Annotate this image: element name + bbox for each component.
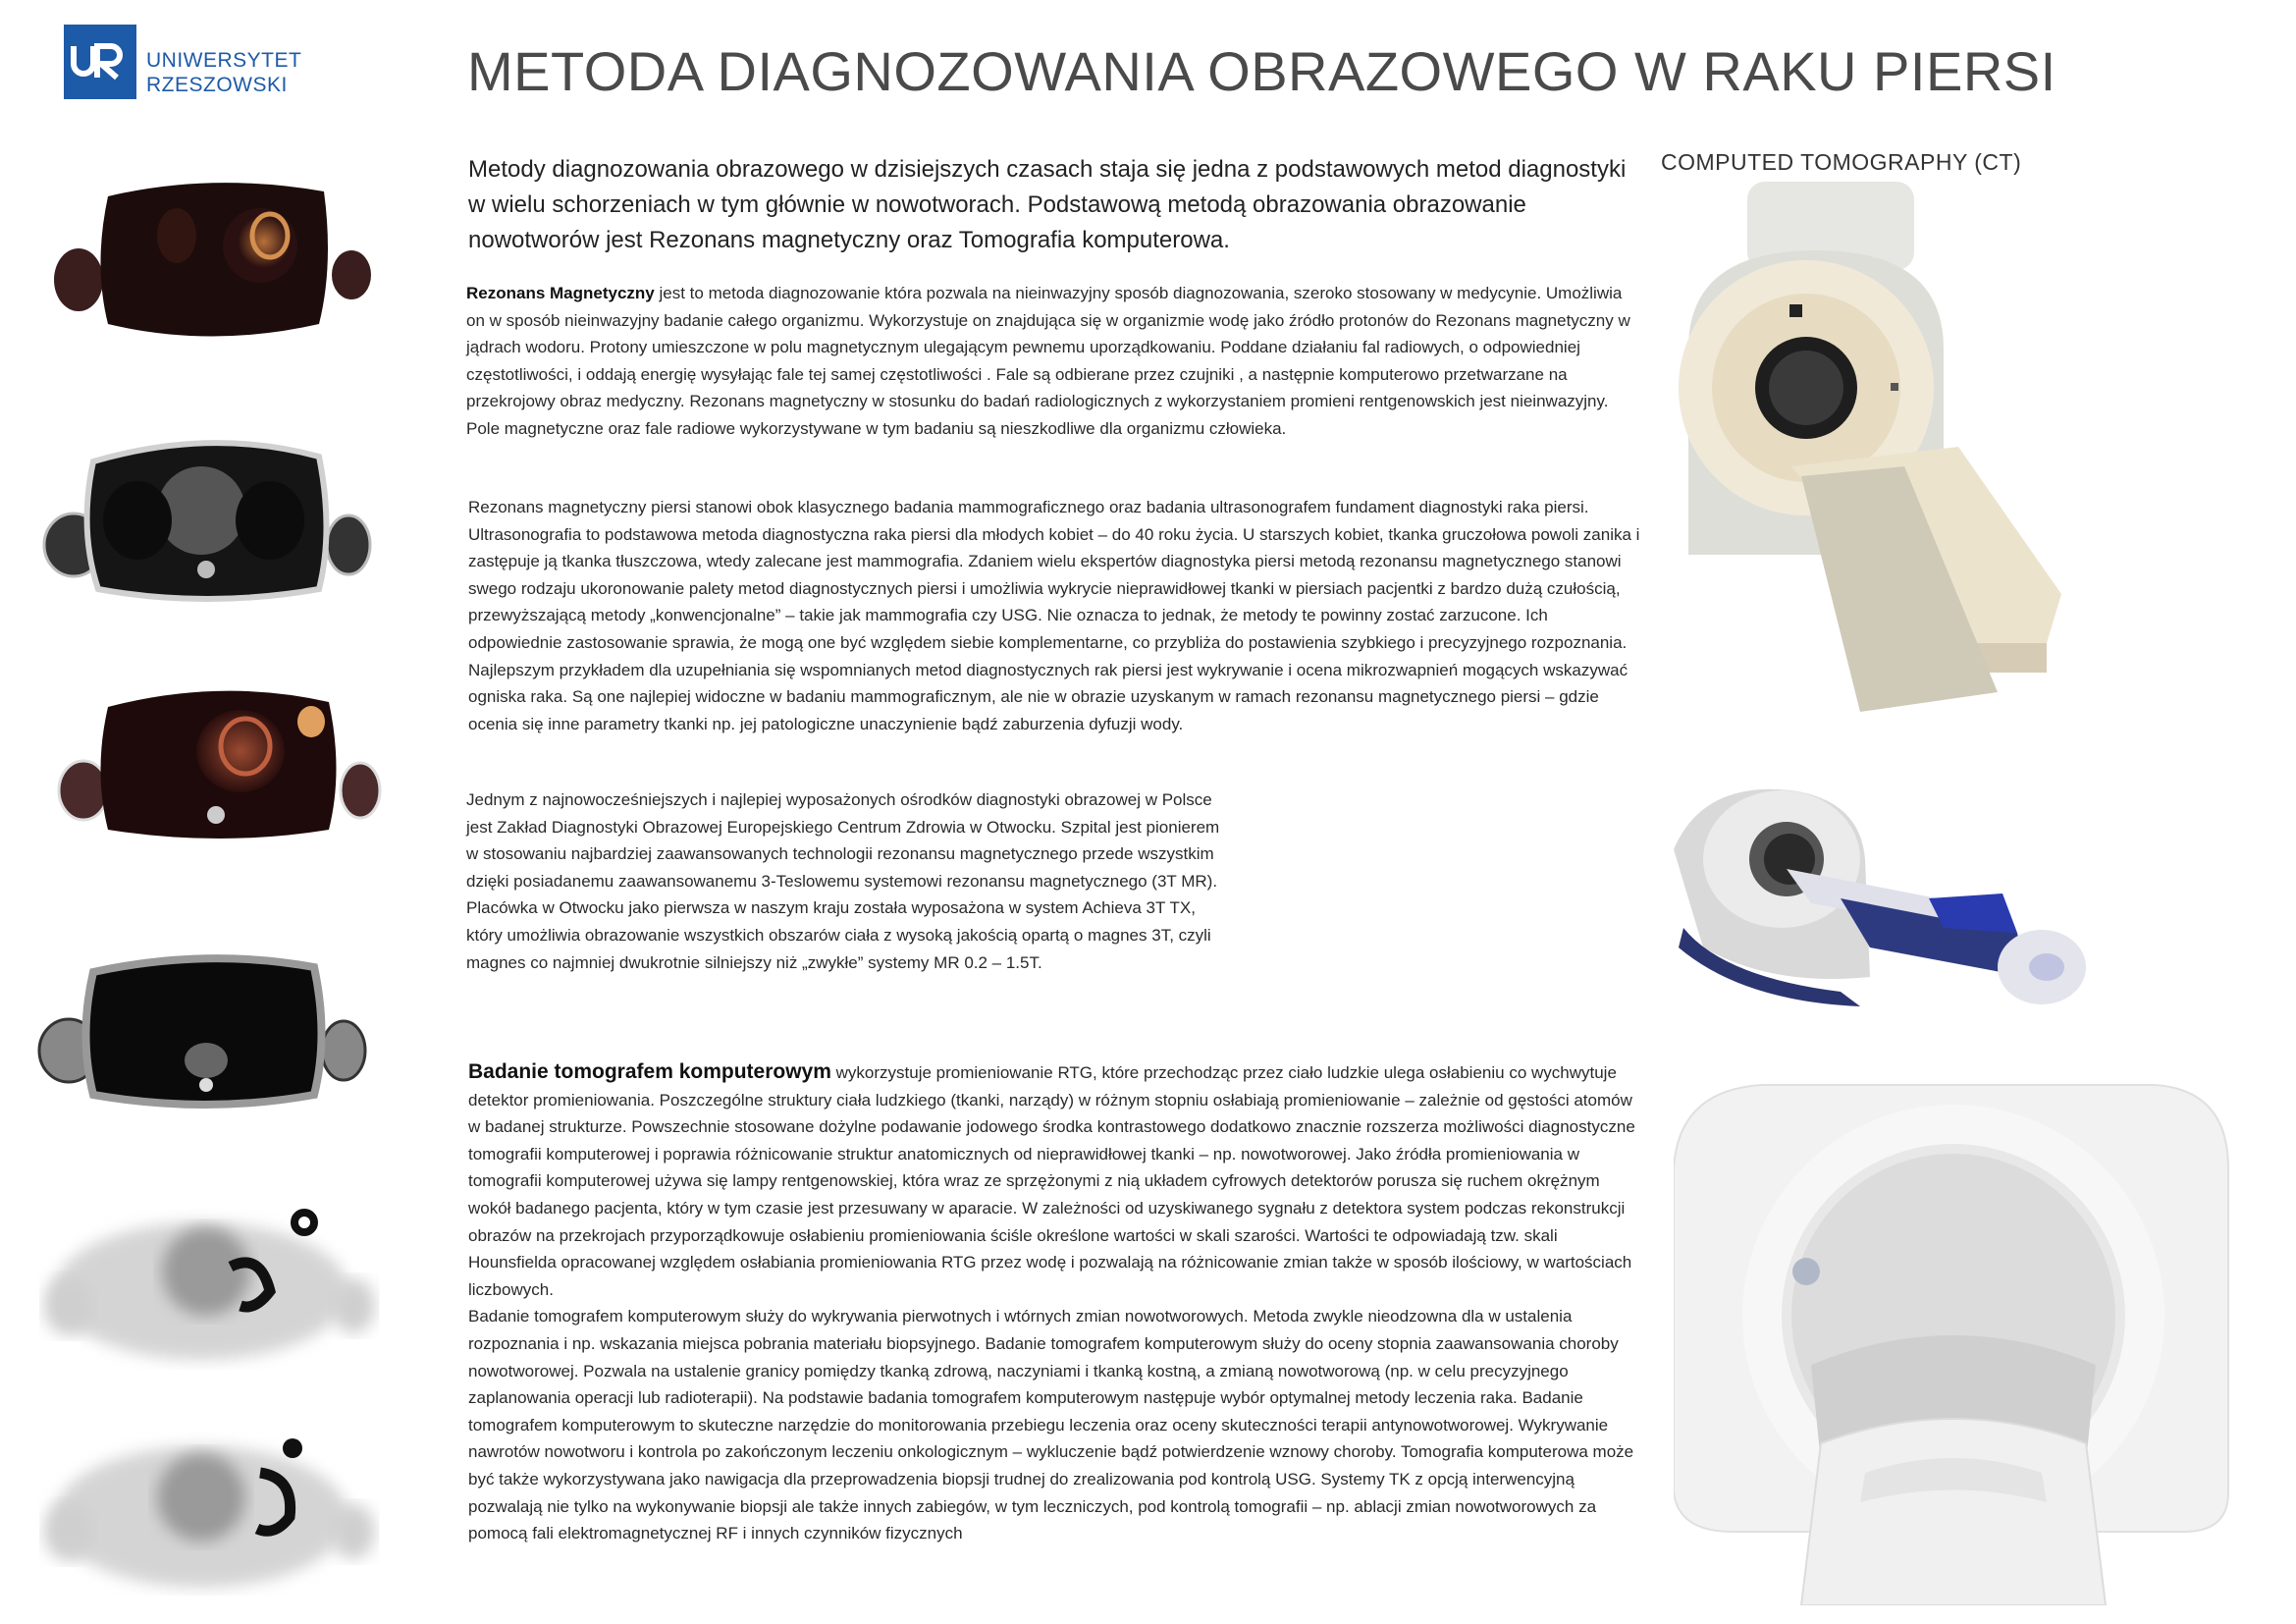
ct-paragraph-1-body: wykorzystuje promieniowanie RTG, które przechodząc przez ciało ludzkie ulega osłabieniu co wychwytuje detektor promieniowania. Poszczególne struktury ciała ludzkiego (tkanki, narządy) w różnym stopniu osłabiają promieniowanie – zależnie od gęstości atomów w badanej strukturze. Powszechnie stosowane dożylne podawanie jodowego środka kontrastowego dodatkowo znacznie rozszerza możliwości diagnostyczne tomografii komputerowej i poprawia różnicowanie struktur anatomicznych od nieprawidłowej tkanki – np. nowotworowej. Jako źródła promieniowania w tomografii komputerowej używa się lampy rentgenowskiej, która wraz ze sprzężonymi z nią układem cyfrowych detektorów porusza się ruchem okrężnym wokół badanego pacjenta, który w tym czasie jest przesuwany w aparacie. W zależności od uzyskiwanego sygnału z detektora system podczas rekonstrukcji obrazów na przekrojach przyporządkowuje osłabieniu promieniowania ściśle określone wartości w skali szarości. Wartości te odpowiadają tzw. skali Hounsfielda opracowanej względem osłabiania promieniowania RTG przez wodę i pozwalają na różnicowanie zmian także w sposób ilościowy, w wartościach liczbowych. — [468, 1063, 1635, 1299]
ct-scan-image-4 — [34, 952, 373, 1110]
logo-line-2: RZESZOWSKI — [146, 74, 288, 96]
mri-paragraph-2: Rezonans magnetyczny piersi stanowi obok klasycznego badania mammograficznego oraz badania ultrasonografem fundament diagnostyki raka piersi. Ultrasonografia to podstawowa metoda diagnostyczna raka piersi dla młodych kobiet – do 40 roku życia. U starszych kobiet, tkanka gruczołowa powoli zanika i zastępuje ją tkanka tłuszczowa, wtedy zalecane jest mammografia. Zdaniem wielu ekspertów diagnostyka piersi metodą rezonansu magnetycznego stanowi swego rodzaju ukoronowanie palety metod diagnostycznych piersi i umożliwia wykrycie nieprawidłowej tkanki w piersiach pacjentki z bardzo dużą czułością, przewyższającą metody „konwencjonalne” – takie jak mammografia czy USG. Nie oznacza to jednak, że metody te powinny zostać zarzucone. Ich odpowiednie zastosowanie sprawia, że mogą one być względem siebie komplementarne, co przybliża do postawienia szybkiego i precyzyjnego rozpoznania. Najlepszym przykładem dla uzupełniania się wspomnianych metod diagnostycznych rak piersi jest wykrywanie i ocena mikrozwapnień mogących wskazywać ogniska raka. Są one najlepiej widoczne w badaniu mammograficznym, ale nie w obrazie uzyskanym w ramach rezonansu magnetycznego piersi – gdzie ocenia się inne parametry tkanki np. jej patologiczne unaczynienie bądź zaburzenia dyfuzji wody. — [468, 498, 1640, 733]
pet-scan-image-5 — [29, 1198, 383, 1370]
logo-text — [146, 48, 301, 97]
ct-scanner-image-small — [1664, 781, 2096, 1016]
mri-scan-image-2 — [34, 432, 378, 604]
ct-paragraph — [468, 1058, 1646, 1547]
otwock-paragraph: Jednym z najnowocześniejszych i najlepiej wyposażonych ośrodków diagnostyki obrazowej w Polsce jest Zakład Diagnostyki Obrazowej Europejskiego Centrum Zdrowia w Otwocku. Szpital jest pionierem w stosowaniu najbardziej zaawansowanych technologii rezonansu magnetycznego przede wszystkim dzięki posiadanemu zaawansowanemu 3-Teslowemu systemowi rezonansu magnetycznego (3T MR). Placówka w Otwocku jako pierwsza w naszym kraju została wyposażona w system Achieva 3T TX, który umożliwia obrazowanie wszystkich obszarów ciała z wysoką jakością opartą o magnes 3T, czyli magnes co najmniej dwukrotnie silniejszy niż „zwykłe” systemy MR 0.2 – 1.5T. — [466, 790, 1220, 972]
university-logo — [64, 25, 329, 105]
logo-mark-icon — [64, 25, 136, 99]
pet-scan-image-6 — [29, 1419, 383, 1596]
mri-heading: Rezonans Magnetyczny — [466, 284, 655, 302]
pet-ct-scan-image-1 — [39, 177, 383, 344]
intro-paragraph: Metody diagnozowania obrazowego w dzisiejszych czasach staja się jedna z podstawowych metod diagnostyki w wielu schorzeniach w tym głównie w nowotworach. Podstawową metodą obrazowania obrazowanie nowotworów jest Rezonans magnetyczny oraz Tomografia komputerowa. — [468, 156, 1627, 253]
ct-scanner-image-large — [1674, 1070, 2238, 1605]
ct-paragraph-2: Badanie tomografem komputerowym służy do wykrywania pierwotnych i wtórnych zmian nowotworowych. Metoda zwykle nieodzowna dla w ustalenia rozpoznania i np. wskazania miejsca pobrania materiału biopsyjnego. Badanie tomografem komputerowym służy do oceny stopnia zaawansowania choroby nowotworowej. Pozwala na ustalenie granicy pomiędzy tkanką zdrową, naczyniami i tkanką kostną, a zmianą nowotworową (np. w celu precyzyjnego zaplanowania operacji lub radioterapii). Na podstawie badania tomografem komputerowym następuje wybór optymalnej metody leczenia raka. Badanie tomografem komputerowym to skuteczne narzędzie do monitorowania przebiegu leczenia oraz oceny skuteczności terapii antynowotworowej. Wykrywanie nawrotów nowotworu i kontrola po zakończonym leczeniu onkologicznym – wykluczenie bądź potwierdzenie wznowy choroby. Tomografia komputerowa może być także wykorzystywana jako nawigacja dla przeprowadzenia biopsji trudnej do zrealizowania pod kontrolą USG. Systemy TK z opcją interwencyjną pozwalają nie tylko na wykonywanie biopsji ale także innych zabiegów, w tym leczniczych, pod kontrolą tomografii – np. ablacji zmian nowotworowych za pomocą fali elektromagnetycznej RF i innych czynników fizycznych — [468, 1307, 1634, 1543]
logo-line-1: UNIWERSYTET — [146, 49, 302, 72]
mri-paragraph-1 — [466, 280, 1644, 443]
mri-scanner-image — [1659, 182, 2061, 712]
page-title: METODA DIAGNOZOWANIA OBRAZOWEGO W RAKU PIERSI — [467, 40, 2056, 102]
pet-ct-scan-image-3 — [54, 682, 388, 839]
ct-heading: Badanie tomografem komputerowym — [468, 1060, 831, 1083]
mri-paragraph-1-body: jest to metoda diagnozowanie która pozwala na nieinwazyjny sposób diagnozowania, szeroko stosowany w medycynie. Umożliwia on w sposób nieinwazyjny badanie całego organizmu. Wykorzystuje on znajdująca się w organizmie wodę jako źródło protonów do Rezonans magnetyczny w jądrach wodoru. Protony umieszczone w polu magnetycznym ulegającym pewnemu uporządkowaniu. Poddane działaniu fal radiowych, o odpowiedniej częstotliwości, i oddają energię wysyłając fale tej samej częstotliwości . Fale są odbierane przez czujniki , a następnie komputerowo przetwarzane na przekrojowy obraz medyczny. Rezonans magnetyczny w stosunku do badań radiologicznych z wykorzystaniem promieni rentgenowskich jest nieinwazyjny. Pole magnetyczne oraz fale radiowe wykorzystywane w tym badaniu są nieszkodliwe dla organizmu człowieka. — [466, 284, 1630, 438]
ct-section-heading: COMPUTED TOMOGRAPHY (CT) — [1661, 149, 2022, 175]
